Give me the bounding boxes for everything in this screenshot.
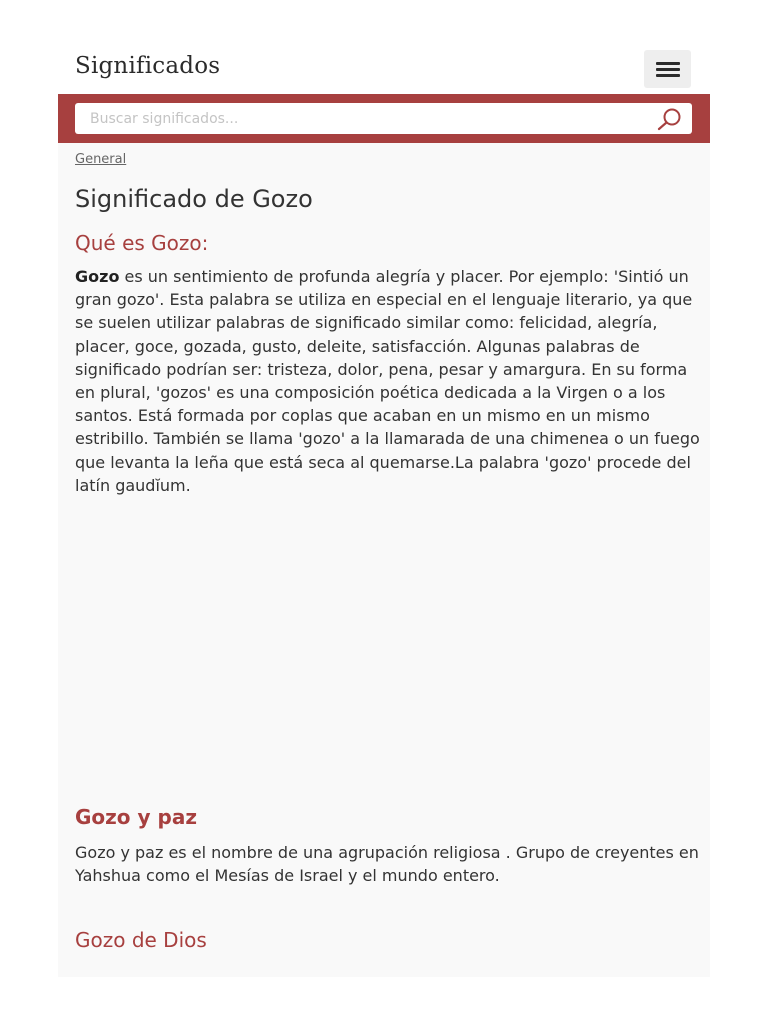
search-input[interactable] <box>75 103 645 134</box>
section-heading-que-es: Qué es Gozo: <box>75 231 209 255</box>
breadcrumb-link[interactable]: General <box>75 152 127 167</box>
section-paragraph-gozo-y-paz: Gozo y paz es el nombre de una agrupación religiosa . Grupo de creyentes en Yahshua como el Mesías de Israel y el mundo entero. <box>75 843 699 886</box>
page-title: Significado de Gozo <box>75 185 313 213</box>
search-bar <box>58 94 710 143</box>
section-paragraph-que-es <box>75 265 701 497</box>
search-icon[interactable] <box>653 107 685 131</box>
search-box <box>75 103 692 134</box>
section-heading-gozo-y-paz: Gozo y paz <box>75 805 197 829</box>
section-heading-gozo-de-dios: Gozo de Dios <box>75 928 207 952</box>
term-bold: Gozo <box>75 267 120 286</box>
paragraph-text: es un sentimiento de profunda alegría y placer. Por ejemplo: 'Sintió un gran gozo'. Esta palabra se utiliza en especial en el lenguaje literario, ya que se suelen utilizar palabras de significado similar como: felicidad, alegría, placer, goce, gozada, gusto, deleite, satisfacción. Algunas palabras de significado podrían ser: tristeza, dolor, pena, pesar y amargura. En su forma en plural, 'gozos' es una composición poética dedicada a la Virgen o a los santos. Está formada por coplas que acaban en un mismo en un mismo estribillo. También se llama 'gozo' a la llamarada de una chimenea o un fuego que levanta la leña que está seca al quemarse.La palabra 'gozo' procede del latín gaudĭum. <box>75 267 700 495</box>
main-content <box>58 143 710 977</box>
site-header <box>58 40 710 94</box>
site-logo[interactable]: Significados <box>75 53 221 79</box>
menu-button[interactable] <box>644 50 691 88</box>
